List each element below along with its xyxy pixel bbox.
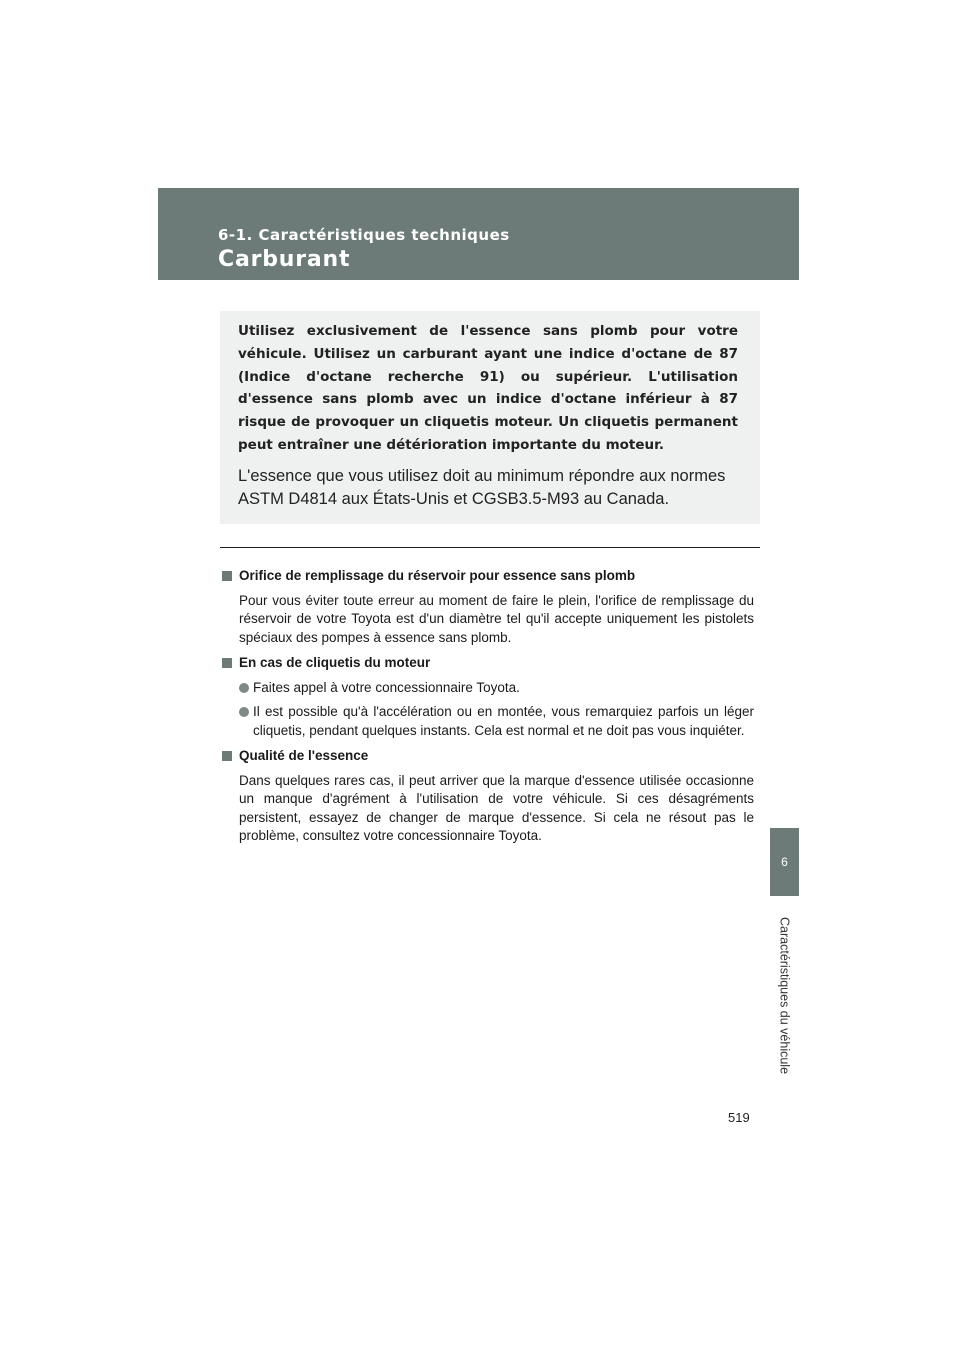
page-number: 519	[728, 1110, 750, 1125]
section-heading-text: Orifice de remplissage du réservoir pour essence sans plomb	[239, 568, 636, 583]
bullet-item	[239, 703, 754, 740]
section-heading	[222, 567, 754, 586]
square-bullet-icon	[222, 571, 232, 581]
chapter-header	[158, 188, 799, 280]
section-heading-text: Qualité de l'essence	[239, 748, 369, 763]
page-title: Carburant	[218, 247, 351, 272]
section-heading-text: En cas de cliquetis du moteur	[239, 655, 431, 670]
content-body	[222, 567, 754, 846]
chapter-side-label-text: Caractéristiques du véhicule	[777, 917, 792, 1075]
section-heading	[222, 747, 754, 766]
info-box-bold-text: Utilisez exclusivement de l'essence sans plomb pour votre véhicule. Utilisez un carburant ayant une indice d'octane de 87 (Indice d'octane recherche 91) ou supérieur. L'utilisation d'essence sans plomb avec un indice d'octane inférieur à 87 risque de provoquer un cliquetis moteur. Un cliquetis permanent peut entraîner une détérioration importante du moteur.	[238, 323, 738, 453]
section-label: 6-1. Caractéristiques techniques	[218, 226, 510, 244]
section-heading	[222, 654, 754, 673]
chapter-side-label	[770, 902, 799, 1090]
chapter-tab: 6	[770, 828, 799, 896]
bullet-item-text: Faites appel à votre concessionnaire Toyota.	[253, 679, 520, 695]
bullet-item-text: Il est possible qu'à l'accélération ou en montée, vous remarquiez parfois un léger cliquetis, pendant quelques instants. Cela est normal et ne doit pas vous inquiéter.	[253, 704, 754, 738]
section-paragraph: Pour vous éviter toute erreur au moment de faire le plein, l'orifice de remplissage du réservoir de votre Toyota est d'un diamètre tel qu'il accepte uniquement les pistolets spéciaux des pompes à essence sans plomb.	[239, 592, 754, 645]
section-paragraph: Dans quelques rares cas, il peut arriver que la marque d'essence utilisée occasionne un manque d'agrément à l'utilisation de votre véhicule. Si ces désagréments persistent, essayez de changer de marque d'essence. Si cela ne résout pas le problème, consultez votre concessionnaire Toyota.	[239, 772, 754, 843]
info-box-note: L'essence que vous utilisez doit au minimum répondre aux normes ASTM D4814 aux États-Unis et CGSB3.5-M93 au Canada.	[238, 466, 726, 508]
bullet-item	[239, 679, 754, 698]
square-bullet-icon	[222, 658, 232, 668]
circle-bullet-icon	[239, 683, 249, 693]
square-bullet-icon	[222, 751, 232, 761]
info-box	[220, 311, 760, 524]
circle-bullet-icon	[239, 707, 249, 717]
divider	[220, 547, 760, 548]
